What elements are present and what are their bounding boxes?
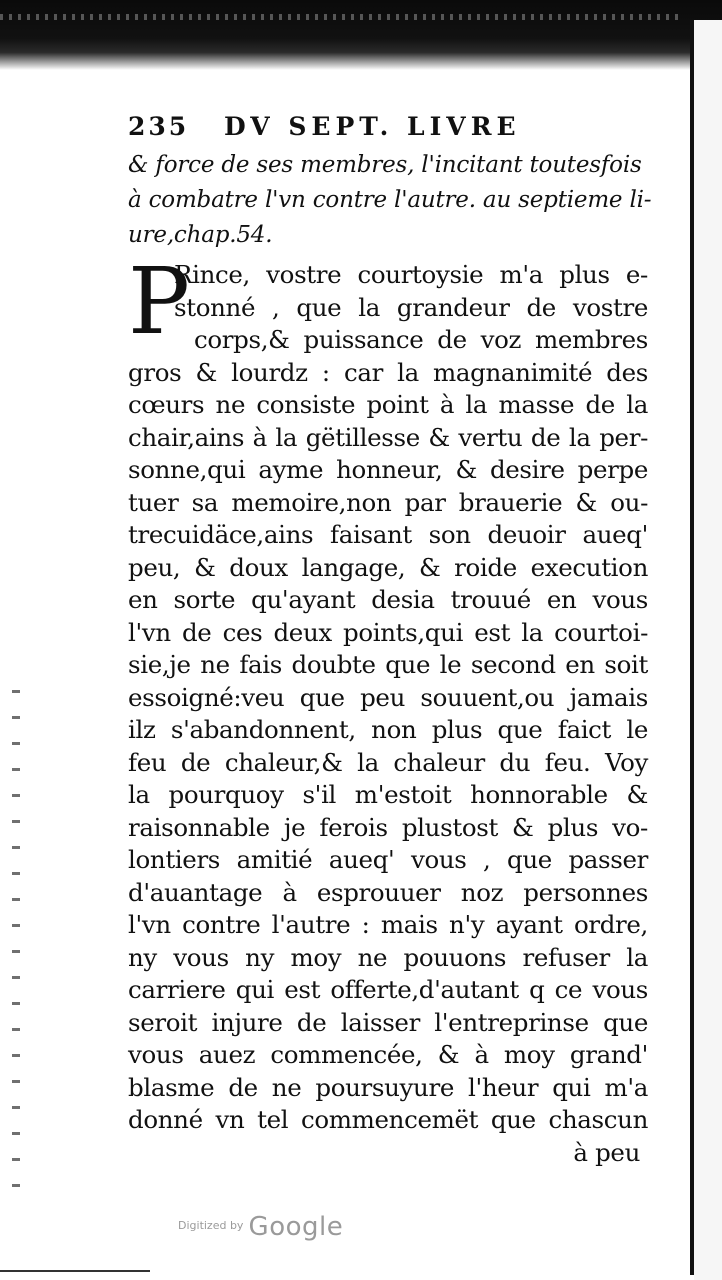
text-line: ny vous ny moy ne pouuons refuser la: [128, 942, 648, 972]
text-line: en sorte qu'ayant desia trouué en vous: [128, 585, 648, 614]
text-line: peu, & doux langage, & roide execution: [128, 552, 648, 582]
bottom-edge-line: [0, 1270, 150, 1272]
scan-dark-border: [0, 0, 722, 70]
body-text: [128, 248, 648, 1169]
text-line: trecuidäce,ains faisant son deuoir aueq': [128, 520, 648, 549]
text-line: ilz s'abandonnent, non plus que faict le: [128, 715, 648, 744]
text-line: tuer sa memoire,non par brauerie & ou-: [128, 487, 648, 517]
google-logo: Google: [248, 1212, 344, 1242]
text-line: corps,& puissance de voz membres: [194, 325, 648, 354]
text-line: donné vn tel commencemët que chascun: [128, 1105, 648, 1134]
running-title: DV SEPT. LIVRE: [224, 112, 521, 141]
text-line: seroit injure de laisser l'entreprinse que: [128, 1007, 648, 1037]
right-page-margin: [694, 20, 722, 1280]
text-line: essoigné:veu que peu souuent,ou jamais: [128, 682, 648, 712]
summary-line: ure,chap.54.: [128, 222, 273, 248]
text-line: raisonnable je ferois plustost & plus vo-: [128, 812, 648, 842]
text-line: gros & lourdz : car la magnanimité des: [128, 357, 648, 387]
text-line: l'vn de ces deux points,qui est la courtoi-: [128, 617, 648, 647]
text-line: vous auez commencée, & à moy grand': [128, 1040, 648, 1069]
catchword: à peu: [573, 1137, 640, 1167]
text-line: cœurs ne consiste point à la masse de la: [128, 390, 648, 419]
text-line: feu de chaleur,& la chaleur du feu. Voy: [128, 747, 648, 777]
text-line: lontiers amitié aueq' vous , que passer: [128, 845, 648, 874]
page-number: 235: [128, 112, 190, 141]
page-edge-line: [690, 20, 694, 1275]
text-line: stonné , que la grandeur de vostre: [174, 292, 648, 322]
summary-line: & force de ses membres, l'incitant toutesfois: [128, 152, 642, 178]
book-page: [128, 108, 652, 1169]
text-line: sie,je ne fais doubte que le second en soit: [128, 650, 648, 679]
text-line: d'auantage à esprouuer noz personnes: [128, 877, 648, 907]
text-line: la pourquoy s'il m'estoit honnorable &: [128, 780, 648, 809]
page-header: [128, 108, 648, 148]
text-line: blasme de ne poursuyure l'heur qui m'a: [128, 1072, 648, 1102]
digitized-by-google-watermark: [178, 1212, 343, 1242]
drop-cap: P: [128, 248, 190, 355]
text-line: carriere qui est offerte,d'autant q ce vous: [128, 975, 648, 1004]
binding-marks: [12, 690, 20, 1210]
chapter-summary: [128, 148, 652, 253]
text-line: l'vn contre l'autre : mais n'y ayant ordre,: [128, 910, 648, 939]
text-line: sonne,qui ayme honneur, & desire perpe: [128, 455, 648, 484]
text-line: Rince, vostre courtoysie m'a plus e-: [174, 260, 648, 289]
watermark-prefix: Digitized by: [178, 1219, 244, 1232]
text-line: chair,ains à la gëtillesse & vertu de la per-: [128, 422, 648, 452]
summary-line: à combatre l'vn contre l'autre. au septieme li-: [128, 187, 652, 213]
